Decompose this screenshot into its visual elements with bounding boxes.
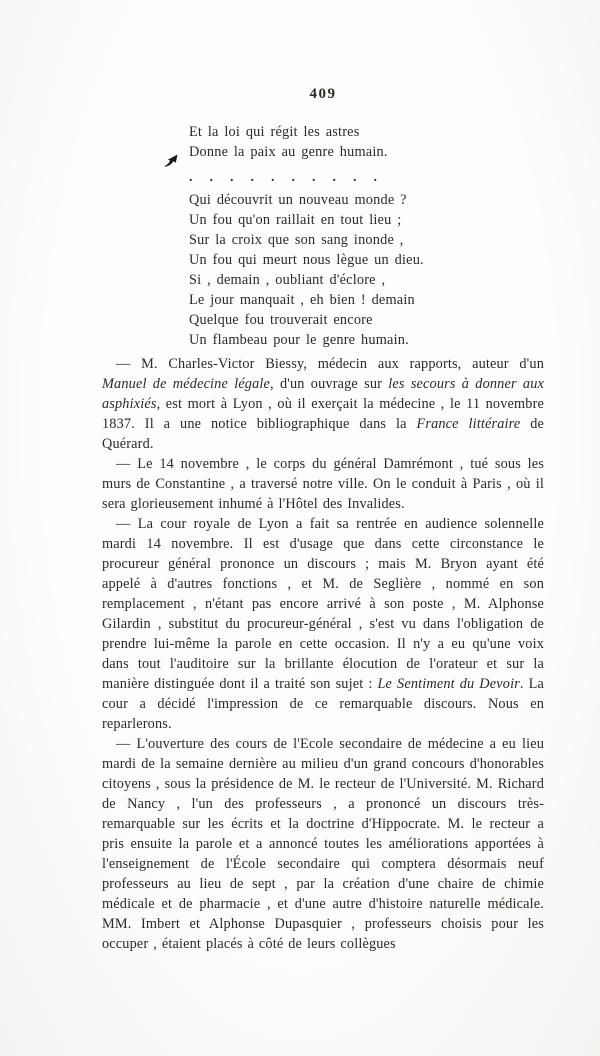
book-title: Manuel de médecine légale	[102, 376, 271, 392]
book-title: France littéraire	[416, 416, 521, 432]
page-number: 409	[309, 86, 337, 102]
poem-couplet-line: Et la loi qui régit les astres	[189, 124, 360, 140]
paragraph-text: . La cour a décidé l'impression de ce remarquable discours. Nous en reparlerons.	[102, 676, 545, 732]
paragraph-text: , d'un ouvrage sur	[270, 376, 389, 392]
poem-stanza-line: Qui découvrit un nouveau monde ?	[189, 192, 407, 208]
news-paragraph-ecole-secondaire	[102, 734, 544, 954]
poem-stanza-line: Sur la croix que son sang inonde ,	[189, 232, 404, 248]
ellipsis-separator: . . . . . . . . . .	[189, 170, 378, 185]
poem-stanza-line: Le jour manquait , eh bien ! demain	[189, 292, 415, 308]
poem-stanza-line: Un fou qu'on raillait en tout lieu ;	[189, 212, 402, 228]
news-items	[102, 354, 544, 954]
paragraph-text: — M. Charles-Victor Biessy, médecin aux rapports, auteur d'un	[116, 356, 544, 372]
news-paragraph-cour-royale	[102, 514, 544, 734]
paragraph-text: — La cour royale de Lyon a fait sa rentrée en audience solennelle mardi 14 novembre. Il est d'usage que dans cette circonstance le procureur général prononce un discours ; mais M. Bryon ayant été appelé à d'autres fonctions , et M. de Seglière , nommé en son remplacement , n'étant pas encore arrivé à son poste , M. Alphonse Gilardin , substitut du procureur-général , s'est vu dans l'obligation de prendre lui-même la parole en cette occasion. Il n'y a eu qu'une voix dans tout l'auditoire sur la brillante élocution de l'orateur et sur la manière distinguée dont il a traité son sujet :	[102, 516, 544, 692]
poem-stanza-line: Un fou qui meurt nous lègue un dieu.	[189, 252, 424, 268]
paragraph-text: de Quérard.	[102, 416, 545, 452]
speech-title: Le Sentiment du Devoir	[377, 676, 520, 692]
paragraph-text: , est mort à Lyon , où il exerçait la médecine , le 11 novembre 1837. Il a une notice bibliographique dans la	[102, 396, 544, 432]
news-paragraph-obituary-biessy	[102, 354, 544, 454]
book-title: les secours à donner aux asphixiés	[102, 376, 544, 412]
poem-stanza-line: Un flambeau pour le genre humain.	[189, 332, 409, 348]
paragraph-text: — Le 14 novembre , le corps du général Damrémont , tué sous les murs de Constantine , a traversé notre ville. On le conduit à Paris , où il sera glorieusement inhumé à l'Hôtel des Invalides.	[102, 456, 544, 512]
news-paragraph-damremont	[102, 454, 544, 514]
paragraph-text: — L'ouverture des cours de l'Ecole secondaire de médecine a eu lieu mardi de la semaine dernière au milieu d'un grand concours d'honorables citoyens , sous la présidence de M. le recteur de l'Université. M. Richard de Nancy , l'un des professeurs , a prononcé un discours très-remarquable sur les écrits et la doctrine d'Hippocrate. M. le recteur a pris ensuite la parole et a annoncé toutes les améliorations apportées à l'enseignement de l'École secondaire qui comptera désormais neuf professeurs au lieu de sept , par la création d'une chaire de chimie médicale et de pharmacie , et d'une autre d'histoire naturelle médicale. MM. Imbert et Alphonse Dupasquier , professeurs choisis pour les occuper , étaient placés à côté de leurs collègues	[102, 736, 544, 952]
poem-stanza-line: Si , demain , oubliant d'éclore ,	[189, 272, 386, 288]
poem-couplet-line: Donne la paix au genre humain.	[189, 144, 388, 160]
text-block	[102, 0, 544, 954]
poem-stanza-line: Quelque fou trouverait encore	[189, 312, 373, 328]
poem-block	[102, 122, 544, 350]
